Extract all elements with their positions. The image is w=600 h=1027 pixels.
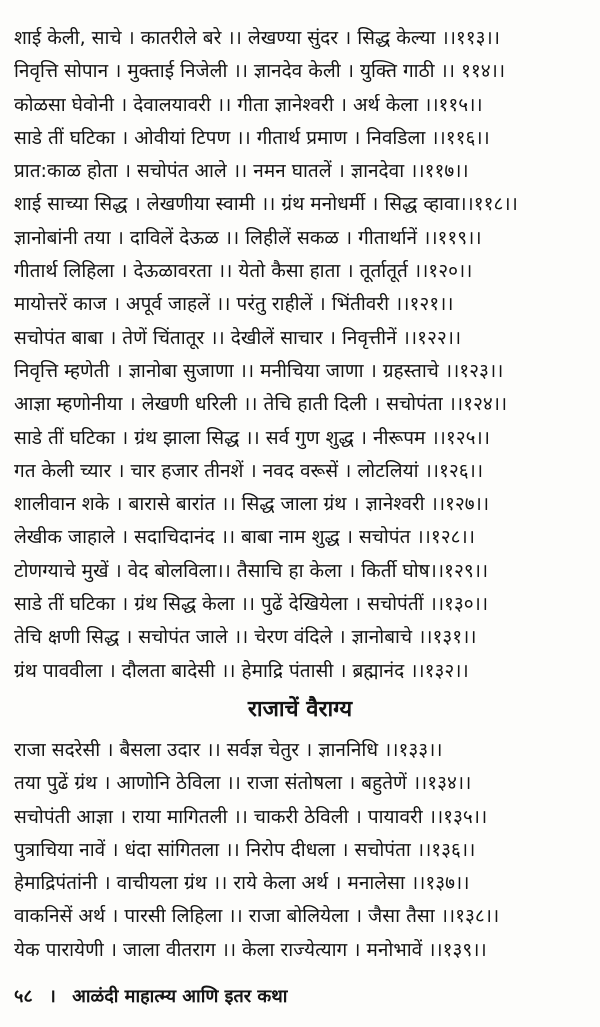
section-heading: राजाचें वैराग्य [247, 697, 353, 722]
verse-line: वाकनिसें अर्थ । पारसी लिहिला ।। राजा बोलियेला । जैसा तैसा ।।१३८।। [14, 905, 500, 928]
verse-line: ग्रंथ पाववीला । दौलता बादेसी ।। हेमाद्रि पंतासी । ब्रह्मानंद ।।१३२।। [14, 659, 469, 682]
verse-line: हेमाद्रिपंतांनी । वाचीयला ग्रंथ ।। राये केला अर्थ । मनालेसा ।।१३७।। [14, 872, 470, 895]
verse-line: प्रात:काळ होता । सचोपंत आले ।। नमन घातलें । ज्ञानदेवा ।।११७।। [14, 160, 469, 183]
verse-line: गीतार्थ लिहिला । देऊळावरता ।। येतो कैसा हाता । तूर्तातूर्त ।।१२०।। [14, 260, 473, 283]
verse-list-part2 [14, 734, 594, 967]
verse-line: तेचि क्षणी सिद्ध । सचोपंत जाले ।। चेरण वंदिले । ज्ञानोबाचे ।।१३१।। [14, 626, 477, 649]
verse-line: कोळसा घेवोनी । देवालयावरी ।। गीता ज्ञानेश्वरी । अर्थ केला ।।११५।। [14, 93, 483, 116]
book-title: आळंदी माहात्म्य आणि इतर कथा [72, 986, 288, 1007]
verse-line: गत केली च्यार । चार हजार तीनशें । नवद वरूसें । लोटलियां ।।१२६।। [14, 459, 484, 482]
verse-line: शालीवान शके । बारासे बारांत ।। सिद्ध जाला ग्रंथ । ज्ञानेश्वरी ।।१२७।। [14, 493, 490, 516]
verse-line: साडे तीं घटिका । ओवीयां टिपण ।। गीतार्थ प्रमाण । निवडिला ।।११६।। [14, 126, 490, 149]
verse-line: राजा सदरेसी । बैसला उदार ।। सर्वज्ञ चेतुर । ज्ञाननिधि ।।१३३।। [14, 739, 443, 761]
footer-separator: । [49, 986, 56, 1007]
verse-line: निवृत्ति सोपान । मुक्ताई निजेली ।। ज्ञानदेव केली । युक्ति गाठी ।। ११४।। [14, 60, 506, 83]
verse-line: आज्ञा म्हणोनीया । लेखणी धरिली ।। तेचि हाती दिली । सचोपंता ।।१२४।। [14, 393, 508, 416]
verse-line: साडे तीं घटिका । ग्रंथ झाला सिद्ध ।। सर्व गुण शुद्ध । नीरूपम ।।१२५।। [14, 426, 490, 449]
verse-line: टोणग्याचे मुखें । वेद बोलविला।। तैसाचि हा केला । किर्ती घोष।।१२९।। [14, 559, 489, 582]
verse-line: पुत्राचिया नावें । धंदा सांगितला ।। निरोप दीधला । सचोपंता ।।१३६।। [14, 838, 476, 861]
verse-line: सचोपंती आज्ञा । राया मागितली ।। चाकरी ठेविली । पायावरी ।।१३५।। [14, 805, 488, 828]
page-footer [14, 984, 586, 1008]
verse-line: तया पुढें ग्रंथ । आणोनि ठेविला ।। राजा संतोषला । बहुतेणें ।।१३४।। [14, 772, 472, 795]
verse-line: साडे तीं घटिका । ग्रंथ सिद्ध केला ।। पुढें देखियेला । सचोपंतीं ।।१३०।। [14, 593, 489, 616]
verse-line: येक पारायेणी । जाला वीतराग ।। केला राज्येत्याग । मनोभावें ।।१३९।। [14, 938, 487, 961]
verse-list-part1 [14, 22, 594, 688]
verse-line: शाई साच्या सिद्ध । लेखणीया स्वामी ।। ग्रंथ मनोधर्मी । सिद्ध व्हावा।।११८।। [14, 193, 518, 216]
verse-line: शाई केली, साचे । कातरीले बरे ।। लेखण्या सुंदर । सिद्ध केल्या ।।११३।। [14, 27, 500, 49]
verse-line: सचोपंत बाबा । तेणें चिंतातूर ।। देखीलें साचार । निवृत्तीनें ।।१२२।। [14, 326, 462, 349]
page-number: ५८ [14, 986, 33, 1007]
verse-line: ज्ञानोबांनी तया । दाविलें देऊळ ।। लिहीलें सकळ । गीतार्थानें ।।११९।। [14, 226, 482, 249]
verse-line: निवृत्ति म्हणेती । ज्ञानोबा सुजाणा ।। मनीचिया जाणा । ग्रहस्ताचे ।।१२३।। [14, 359, 504, 382]
verse-line: मायोत्तरें काज । अपूर्व जाहलें ।। परंतु राहीलें । भिंतीवरी ।।१२१।। [14, 293, 454, 316]
verse-line: लेखीक जाहाले । सदाचिदानंद ।। बाबा नाम शुद्ध । सचोपंत ।।१२८।। [14, 526, 475, 549]
